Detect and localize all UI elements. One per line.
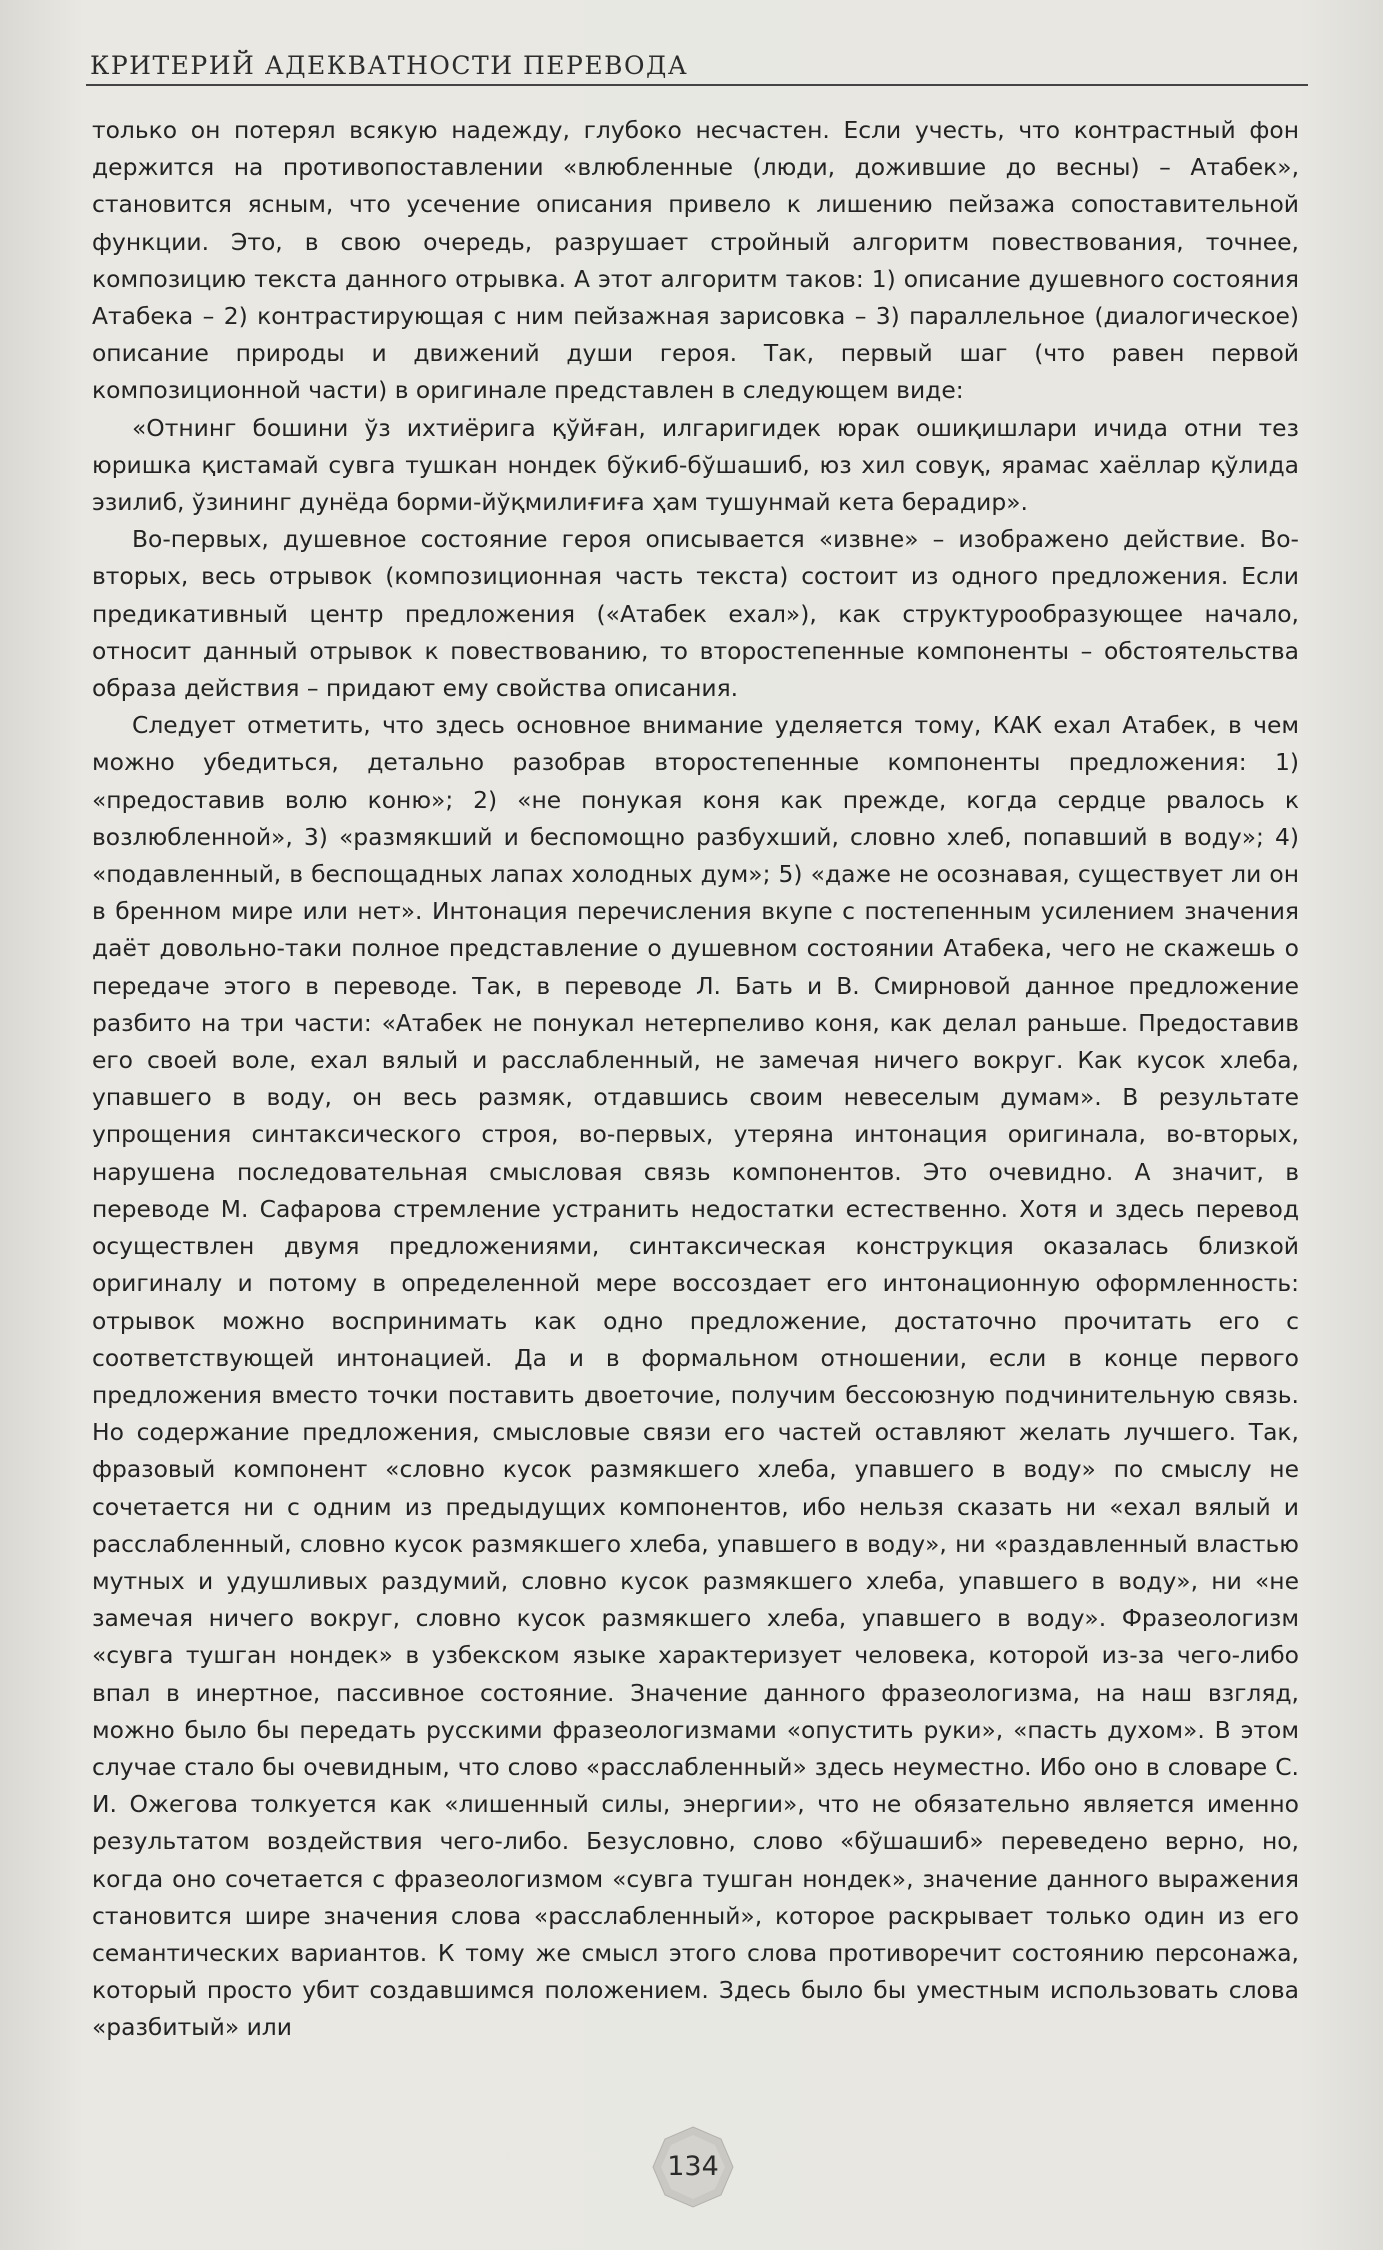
paragraph: Во-первых, душевное состояние героя описывается «извне» – изображено действие. Во-вторых, весь отрывок (композиционная часть текста) состоит из одного предложения. Если предикативный центр предложения («Атабек ехал»), как структурообразующее начало, относит данный отрывок к повествованию, то второстепенные компоненты – обстоятельства образа действия – придают ему свойства описания. xyxy=(92,525,1299,703)
page-number-ornament xyxy=(651,2125,735,2209)
body-text xyxy=(92,112,1299,2047)
page-number: 134 xyxy=(667,2151,719,2182)
running-header-title: КРИТЕРИЙ АДЕКВАТНОСТИ ПЕРЕВОДА xyxy=(90,51,689,80)
paragraph: только он потерял всякую надежду, глубоко несчастен. Если учесть, что контрастный фон держится на противопоставлении «влюбленные (люди, дожившие до весны) – Атабек», становится ясным, что усечение описания привело к лишению пейзажа сопоставительной функции. Это, в свою очередь, разрушает стройный алгоритм повествования, точнее, композицию текста данного отрывка. А этот алгоритм таков: 1) описание душевного состояния Атабека – 2) контрастирующая с ним пейзажная зарисовка – 3) параллельное (диалогическое) описание природы и движений души героя. Так, первый шаг (что равен первой композиционной части) в оригинале представлен в следующем виде: xyxy=(92,116,1299,405)
paragraph-quote: «Отнинг бошини ўз ихтиёрига қўйған, илгаригидек юрак ошиқишлари ичида отни тез юришка қистамай сувга тушкан нондек бўкиб-бўшашиб, юз хил совуқ, ярамас хаёллар қўлида эзилиб, ўзининг дунёда борми-йўқмилиғиға ҳам тушунмай кета берадир». xyxy=(92,413,1299,517)
paragraph: Следует отметить, что здесь основное внимание уделяется тому, КАК ехал Атабек, в чем можно убедиться, детально разобрав второстепенные компоненты предложения: 1) «предоставив волю коню»; 2) «не понукая коня как прежде, когда сердце рвалось к возлюбленной», 3) «размякший и беспомощно разбухший, словно хлеб, попавший в воду»; 4) «подавленный, в беспощадных лапах холодных дум»; 5) «даже не осознавая, существует ли он в бренном мире или нет». Интонация перечисления вкупе с постепенным усилением значения даёт довольно-таки полное представление о душевном состоянии Атабека, чего не скажешь о передаче этого в переводе. Так, в переводе Л. Бать и В. Смирновой данное предложение разбито на три части: «Атабек не понукал нетерпеливо коня, как делал раньше. Предоставив его своей воле, ехал вялый и расслабленный, не замечая ничего вокруг. Как кусок хлеба, упавшего в воду, он весь размяк, отдавшись своим невеселым думам». В результате упрощения синтаксического строя, во-первых, утеряна интонация оригинала, во-вторых, нарушена последовательная смысловая связь компонентов. Это очевидно. А значит, в переводе М. Сафарова стремление устранить недостатки естественно. Хотя и здесь перевод осуществлен двумя предложениями, синтаксическая конструкция оказалась близкой оригиналу и потому в определенной мере воссоздает его интонационную оформленность: отрывок можно воспринимать как одно предложение, достаточно прочитать его с соответствующей интонацией. Да и в формальном отношении, если в конце первого предложения вместо точки поставить двоеточие, получим бессоюзную подчинительную связь. Но содержание предложения, смысловые связи его частей оставляют желать лучшего. Так, фразовый компонент «словно кусок размякшего хлеба, упавшего в воду» по смыслу не сочетается ни с одним из предыдущих компонентов, ибо нельзя сказать ни «ехал вялый и расслабленный, словно кусок размякшего хлеба, упавшего в воду», ни «раздавленный властью мутных и удушливых раздумий, словно кусок размякшего хлеба, упавшего в воду», ни «не замечая ничего вокруг, словно кусок размякшего хлеба, упавшего в воду». Фразеологизм «сувга тушган нондек» в узбекском языке характеризует человека, которой из-за чего-либо впал в инертное, пассивное состояние. Значение данного фразеологизма, на наш взгляд, можно было бы передать русскими фразеологизмами «опустить руки», «пасть духом». В этом случае стало бы очевидным, что слово «расслабленный» здесь неуместно. Ибо оно в словаре С. И. Ожегова толкуется как «лишенный силы, энергии», что не обязательно является именно результатом воздействия чего-либо. Безусловно, слово «бўшашиб» переведено верно, но, когда оно сочетается с фразеологизмом «сувга тушган нондек», значение данного выражения становится шире значения слова «расслабленный», которое раскрывает только один из его семантических вариантов. К тому же смысл этого слова противоречит состоянию персонажа, который просто убит создавшимся положением. Здесь было бы уместным использовать слова «разбитый» или xyxy=(92,711,1299,2042)
running-header xyxy=(86,44,1308,86)
